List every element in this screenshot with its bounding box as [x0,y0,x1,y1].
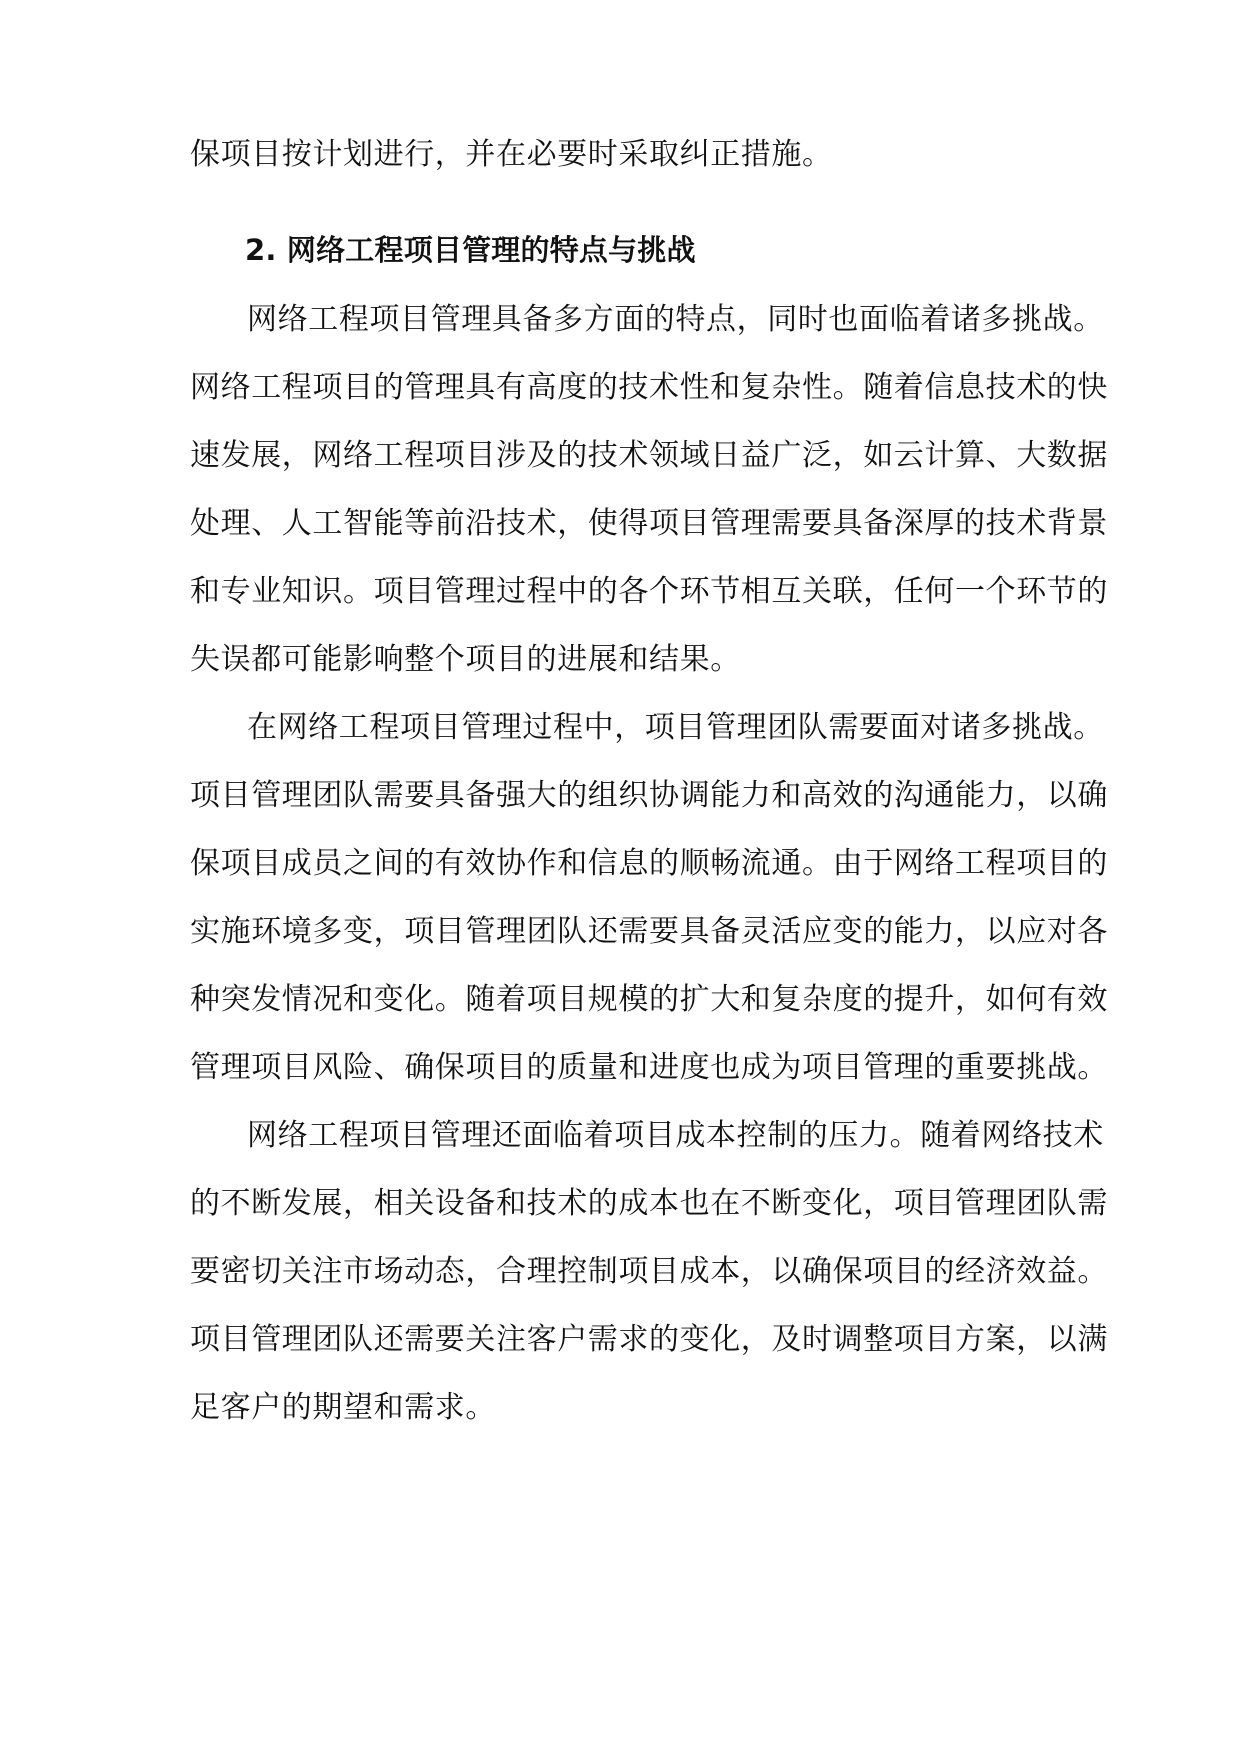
paragraph-continuation-line: 保项目按计划进行，并在必要时采取纠正措施。 [190,137,833,172]
paragraph-3-line-3: 要密切关注市场动态，合理控制项目成本，以确保项目的经济效益。 [190,1254,1108,1289]
paragraph-2-line-1: 在网络工程项目管理过程中，项目管理团队需要面对诸多挑战。 [247,710,1104,745]
paragraph-3-line-5: 足客户的期望和需求。 [190,1390,496,1425]
paragraph-1-line-2: 网络工程项目的管理具有高度的技术性和复杂性。随着信息技术的快 [190,370,1108,405]
paragraph-3-line-1: 网络工程项目管理还面临着项目成本控制的压力。随着网络技术 [247,1118,1104,1153]
paragraph-3-line-4: 项目管理团队还需要关注客户需求的变化，及时调整项目方案，以满 [190,1322,1108,1357]
paragraph-1-line-6: 失误都可能影响整个项目的进展和结果。 [190,642,741,677]
paragraph-2-line-4: 实施环境多变，项目管理团队还需要具备灵活应变的能力，以应对各 [190,914,1108,949]
paragraph-1-line-5: 和专业知识。项目管理过程中的各个环节相互关联，任何一个环节的 [190,574,1108,609]
section-heading: 2. 网络工程项目管理的特点与挑战 [245,233,696,267]
paragraph-2-line-3: 保项目成员之间的有效协作和信息的顺畅流通。由于网络工程项目的 [190,846,1108,881]
paragraph-1-line-3: 速发展，网络工程项目涉及的技术领域日益广泛，如云计算、大数据 [190,438,1108,473]
paragraph-1-line-4: 处理、人工智能等前沿技术，使得项目管理需要具备深厚的技术背景 [190,506,1108,541]
paragraph-3-line-2: 的不断发展，相关设备和技术的成本也在不断变化，项目管理团队需 [190,1186,1108,1221]
paragraph-2-line-2: 项目管理团队需要具备强大的组织协调能力和高效的沟通能力，以确 [190,778,1108,813]
paragraph-2-line-5: 种突发情况和变化。随着项目规模的扩大和复杂度的提升，如何有效 [190,982,1108,1017]
paragraph-1-line-1: 网络工程项目管理具备多方面的特点，同时也面临着诸多挑战。 [247,302,1104,337]
paragraph-2-line-6: 管理项目风险、确保项目的质量和进度也成为项目管理的重要挑战。 [190,1050,1108,1085]
